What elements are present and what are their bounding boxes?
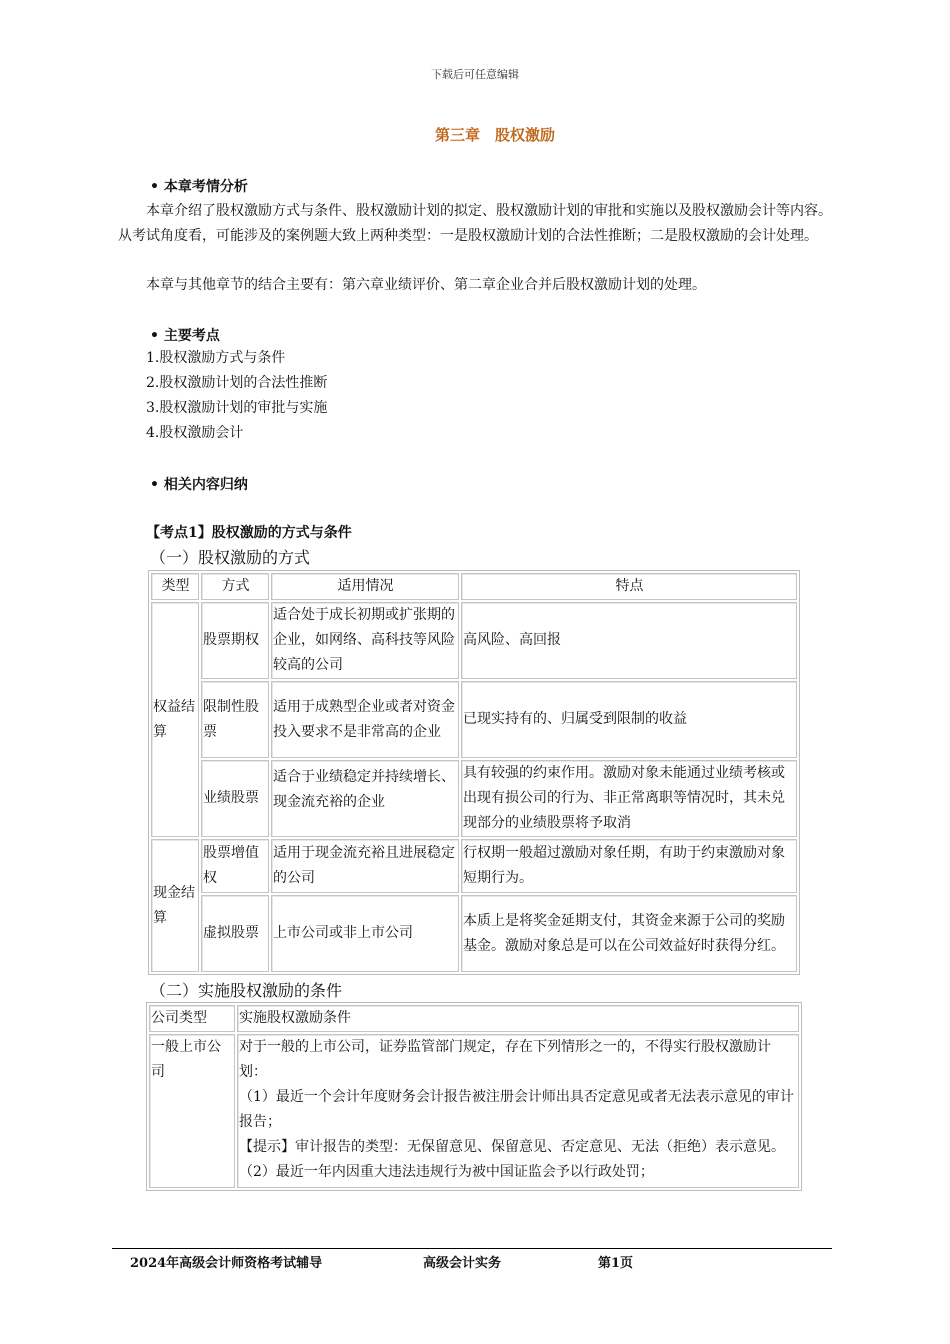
table-row (151, 895, 797, 972)
applicable-cell: 上市公司或非上市公司 (271, 895, 459, 972)
analysis-paragraph-1: 本章介绍了股权激励方式与条件、股权激励计划的拟定、股权激励计划的审批和实施以及股权激励会计等内容。从考试角度看，可能涉及的案例题大致上两种类型：一是股权激励计划的合法性推断；二是股权激励的会计处理。 (118, 203, 832, 244)
table-row (151, 760, 797, 837)
incentive-methods-table (148, 570, 800, 975)
header-cell: 方式 (201, 573, 269, 600)
applicable-cell: 适合处于成长初期或扩张期的企业，如网络、高科技等风险较高的公司 (271, 602, 459, 679)
footer-subject: 高级会计实务 (423, 1256, 502, 1271)
feature-cell: 已现实持有的、归属受到限制的收益 (461, 681, 797, 758)
settlement-type-cell: 权益结算 (151, 602, 199, 837)
table-header-row (151, 573, 797, 600)
method-cell: 股票期权 (201, 602, 269, 679)
applicable-cell: 适用于现金流充裕且进展稳定的公司 (271, 839, 459, 893)
chapter-title: 第三章 股权激励 (434, 126, 555, 144)
applicable-cell: 适合于业绩稳定并持续增长、现金流充裕的企业 (271, 760, 459, 837)
footer-rule (112, 1248, 832, 1249)
incentive-conditions-table (146, 1002, 802, 1191)
settlement-type-cell: 现金结算 (151, 839, 199, 972)
conditions-cell (237, 1034, 799, 1188)
method-cell: 股票增值权 (201, 839, 269, 893)
method-cell: 业绩股票 (201, 760, 269, 837)
method-cell: 限制性股票 (201, 681, 269, 758)
feature-cell: 本质上是将奖金延期支付，其资金来源于公司的奖励基金。激励对象总是可以在公司效益好时获得分红。 (461, 895, 797, 972)
condition-line: （1）最近一个会计年度财务会计报告被注册会计师出具否定意见或者无法表示意见的审计报告； (239, 1089, 794, 1130)
feature-cell: 具有较强的约束作用。激励对象未能通过业绩考核或出现有损公司的行为、非正常离职等情况时，其未兑现部分的业绩股票将予取消 (461, 760, 797, 837)
section-heading-key-points: • 主要考点 (150, 328, 220, 344)
method-cell: 虚拟股票 (201, 895, 269, 972)
download-note: 下载后可任意编辑 (431, 68, 519, 81)
footer-exam-title: 2024年高级会计师资格考试辅导 (130, 1256, 323, 1271)
table-row (149, 1034, 799, 1188)
kaodian-heading: 【考点1】股权激励的方式与条件 (146, 525, 352, 541)
applicable-cell: 适用于成熟型企业或者对资金投入要求不是非常高的企业 (271, 681, 459, 758)
section-heading-analysis: • 本章考情分析 (150, 179, 248, 195)
table-row (151, 602, 797, 679)
header-cell: 类型 (151, 573, 199, 600)
key-point-item: 1.股权激励方式与条件 (146, 350, 286, 366)
condition-line: 对于一般的上市公司，证券监管部门规定，存在下列情形之一的，不得实行股权激励计划： (239, 1039, 771, 1080)
table-row (151, 681, 797, 758)
key-point-item: 4.股权激励会计 (146, 425, 244, 441)
feature-cell: 高风险、高回报 (461, 602, 797, 679)
header-cell: 特点 (461, 573, 797, 600)
key-point-item: 3.股权激励计划的审批与实施 (146, 400, 328, 416)
header-cell: 公司类型 (149, 1005, 235, 1032)
analysis-paragraph-2: 本章与其他章节的结合主要有：第六章业绩评价、第二章企业合并后股权激励计划的处理。 (146, 277, 706, 293)
condition-line: （2）最近一年内因重大违法违规行为被中国证监会予以行政处罚； (239, 1164, 654, 1180)
section-heading-related: • 相关内容归纳 (150, 477, 248, 493)
key-point-item: 2.股权激励计划的合法性推断 (146, 375, 328, 391)
feature-cell: 行权期一般超过激励对象任期，有助于约束激励对象短期行为。 (461, 839, 797, 893)
table1-title: （一）股权激励的方式 (150, 548, 311, 567)
table-header-row (149, 1005, 799, 1032)
header-cell: 适用情况 (271, 573, 459, 600)
table-row (151, 839, 797, 893)
header-cell: 实施股权激励条件 (237, 1005, 799, 1032)
footer-page-number: 第1页 (598, 1256, 634, 1271)
table2-title: （二）实施股权激励的条件 (150, 981, 343, 1000)
company-type-cell: 一般上市公司 (149, 1034, 235, 1188)
condition-tip: 【提示】审计报告的类型：无保留意见、保留意见、否定意见、无法（拒绝）表示意见。 (239, 1139, 785, 1155)
